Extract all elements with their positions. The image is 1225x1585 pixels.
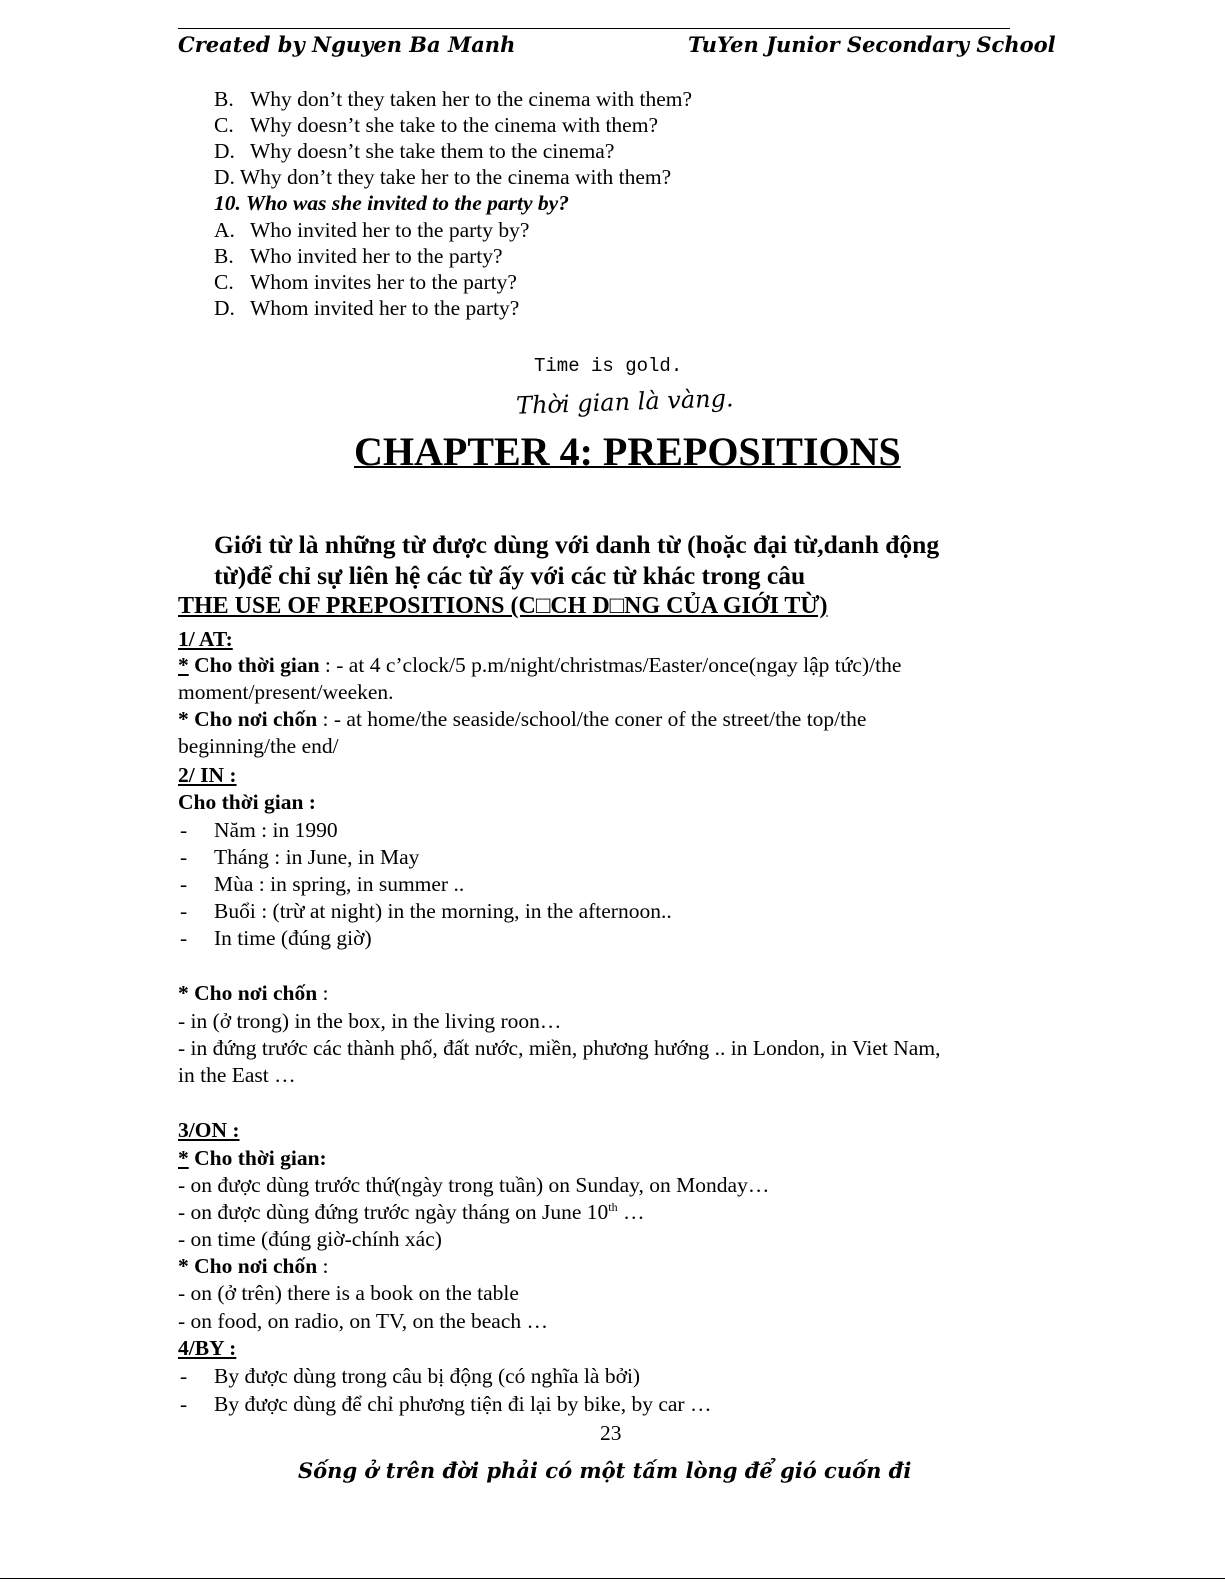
on-place-2: - on food, on radio, on TV, on the beach … <box>178 1309 549 1333</box>
list-item: By được dùng để chỉ phương tiện đi lại by bike, by car … <box>214 1392 712 1416</box>
on-time-2: - on được dùng đứng trước ngày tháng on June 10th … <box>178 1199 645 1224</box>
at-time-line: * Cho thời gian : - at 4 c’clock/5 p.m/night/christmas/Easter/once(ngay lập tức)/the <box>178 653 902 677</box>
in-heading: 2/ IN : <box>178 763 237 787</box>
on-place-label: * Cho nơi chốn : <box>178 1254 329 1278</box>
by-heading: 4/BY : <box>178 1336 237 1360</box>
at-place-line-2: beginning/the end/ <box>178 734 339 758</box>
header-school: TuYen Junior Secondary School <box>688 32 1056 57</box>
chapter-title: CHAPTER 4: PREPOSITIONS <box>354 429 901 474</box>
header-author: Created by Nguyen Ba Manh <box>178 32 516 57</box>
on-place-1: - on (ở trên) there is a book on the table <box>178 1281 519 1305</box>
in-time-label: Cho thời gian : <box>178 790 316 814</box>
at-heading: 1/ AT: <box>178 627 233 651</box>
in-place-2-cont: in the East … <box>178 1063 296 1087</box>
section-title-use: THE USE OF PREPOSITIONS (C□CH D□NG CỦA GIỚI TỪ) <box>178 593 828 619</box>
intro-line-1: Giới từ là những từ được dùng với danh từ (hoặc đại từ,danh động <box>214 530 940 559</box>
in-place-1: - in (ở trong) in the box, in the living roon… <box>178 1009 562 1033</box>
list-item: Mùa : in spring, in summer .. <box>214 872 465 896</box>
in-place-label: * Cho nơi chốn : <box>178 981 329 1005</box>
page-bottom-rule <box>0 1578 1225 1579</box>
list-item: Năm : in 1990 <box>214 818 338 842</box>
on-heading: 3/ON : <box>178 1118 240 1142</box>
intro-line-2: từ)để chỉ sự liên hệ các từ ấy với các từ khác trong câu <box>214 561 806 590</box>
header-rule <box>178 28 1010 29</box>
proverb-vietnamese: Thời gian là vàng. <box>515 384 735 420</box>
q10-question: 10. Who was she invited to the party by? <box>214 191 569 215</box>
on-time-3: - on time (đúng giờ-chính xác) <box>178 1227 442 1251</box>
page-number: 23 <box>600 1421 622 1445</box>
list-item: In time (đúng giờ) <box>214 926 372 950</box>
on-time-label: * Cho thời gian: <box>178 1146 327 1170</box>
proverb-english: Time is gold. <box>534 355 683 377</box>
footer-quote: Sống ở trên đời phải có một tấm lòng để gió cuốn đi <box>298 1458 912 1483</box>
list-item: By được dùng trong câu bị động (có nghĩa là bởi) <box>214 1364 641 1388</box>
q9-option-d-alt: D. Why don’t they take her to the cinema with them? <box>214 165 672 189</box>
list-item: Tháng : in June, in May <box>214 845 420 869</box>
on-time-1: - on được dùng trước thứ(ngày trong tuần) on Sunday, on Monday… <box>178 1173 770 1197</box>
at-place-line: * Cho nơi chốn : - at home/the seaside/school/the coner of the street/the top/the <box>178 707 867 731</box>
list-item: Buổi : (trừ at night) in the morning, in the afternoon.. <box>214 899 672 923</box>
in-place-2: - in đứng trước các thành phố, đất nước, miền, phương hướng .. in London, in Viet Nam, <box>178 1036 941 1060</box>
at-time-line-2: moment/present/weeken. <box>178 680 394 704</box>
